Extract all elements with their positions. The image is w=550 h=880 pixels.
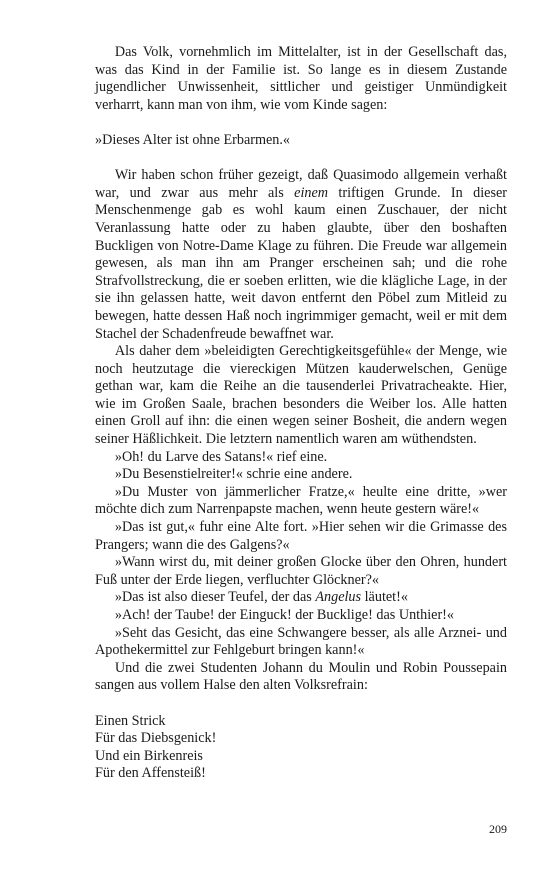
- dialogue-line: »Das ist gut,« fuhr eine Alte fort. »Hier sehen wir die Grimasse des Prangers; wann die des Galgens?«: [95, 519, 507, 553]
- verse-line: Für den Affensteiß!: [95, 765, 206, 782]
- dialogue-line: [95, 589, 507, 607]
- paragraph-crowd: Als daher dem »beleidigten Gerechtigkeitsgefühle« der Menge, wie noch heutzutage die viereckigen Mützen kauderwelschen, Genüge gethan war, kam die Reihe an die tausenderlei Privatracheakte. Hier, wie im Großen Saale, brachen besonders die Weiber los. Alle hatten einen Groll auf ihn: die einen wegen seiner Bosheit, die andern wegen seiner Häßlichkeit. Die letztern namentlich waren am wüthendsten.: [95, 343, 507, 448]
- emphasis: Angelus: [315, 589, 362, 606]
- paragraph-quote: »Dieses Alter ist ohne Erbarmen.«: [95, 131, 291, 148]
- text-segment: triftigen Grunde. In dieser Menschenmenge gab es wohl kaum einen Zuschauer, der nicht Veranlassung hatte oder zu haben glaubte, über den boshaften Buckligen von Notre-Dame Klage zu führen. Die Freude war allgemein gewesen, als man ihn am Pranger erscheinen sah; und die rohe Strafvollstreckung, die er soeben erlitten, wie die klägliche Lage, in der sie ihn gelassen hatte, weit davon entfernt den Pöbel zum Mitleid zu bewegen, hatte dessen Haß noch ingrimmiger gemacht, weil er mit dem Stachel der Schadenfreude bewaffnet war.: [95, 184, 507, 342]
- verse-line: Einen Strick: [95, 712, 166, 729]
- emphasis: einem: [294, 184, 329, 201]
- dialogue-line: »Ach! der Taube! der Einguck! der Bucklige! das Unthier!«: [114, 607, 454, 623]
- verse-line: Und ein Birkenreis: [95, 747, 203, 764]
- verse-line: Für das Diebsgenick!: [95, 730, 217, 747]
- paragraph-intro: Das Volk, vornehmlich im Mittelalter, ist in der Gesellschaft das, was das Kind in der Familie ist. So lange es in diesem Zustande jugendlicher Unwissenheit, sittlicher und geistiger Unmündigkeit verharrt, kann man von ihm, wie vom Kinde sagen:: [95, 44, 507, 113]
- verse-block: [95, 713, 507, 783]
- paragraph-students: Und die zwei Studenten Johann du Moulin und Robin Poussepain sangen aus vollem Halse den alten Volksrefrain:: [95, 659, 507, 694]
- page-number: 209: [489, 822, 507, 836]
- paragraph-quasimodo: [95, 167, 507, 343]
- book-page: [95, 44, 507, 783]
- text-segment: Wir haben schon früher gezeigt, daß Quasimodo allgemein verhaßt war, und zwar aus mehr als: [95, 167, 507, 201]
- dialogue-line: »Du Muster von jämmerlicher Fratze,« heulte eine dritte, »wer möchte dich zum Narrenpapste machen, wenn heute gestern wäre!«: [95, 483, 507, 518]
- dialogue-line: »Du Besenstielreiter!« schrie eine andere.: [114, 466, 353, 483]
- text-segment: läutet!«: [361, 589, 408, 606]
- dialogue-line: »Seht das Gesicht, das eine Schwangere besser, als alle Arznei- und Apothekermittel zur Fehlgeburt bringen kann!«: [95, 624, 507, 659]
- dialogue-line: »Oh! du Larve des Satans!« rief eine.: [114, 448, 328, 465]
- text-segment: »Das ist also dieser Teufel, der das: [114, 589, 316, 606]
- dialogue-line: »Wann wirst du, mit deiner großen Glocke über den Ohren, hundert Fuß unter der Erde liegen, verfluchter Glöckner?«: [95, 554, 507, 588]
